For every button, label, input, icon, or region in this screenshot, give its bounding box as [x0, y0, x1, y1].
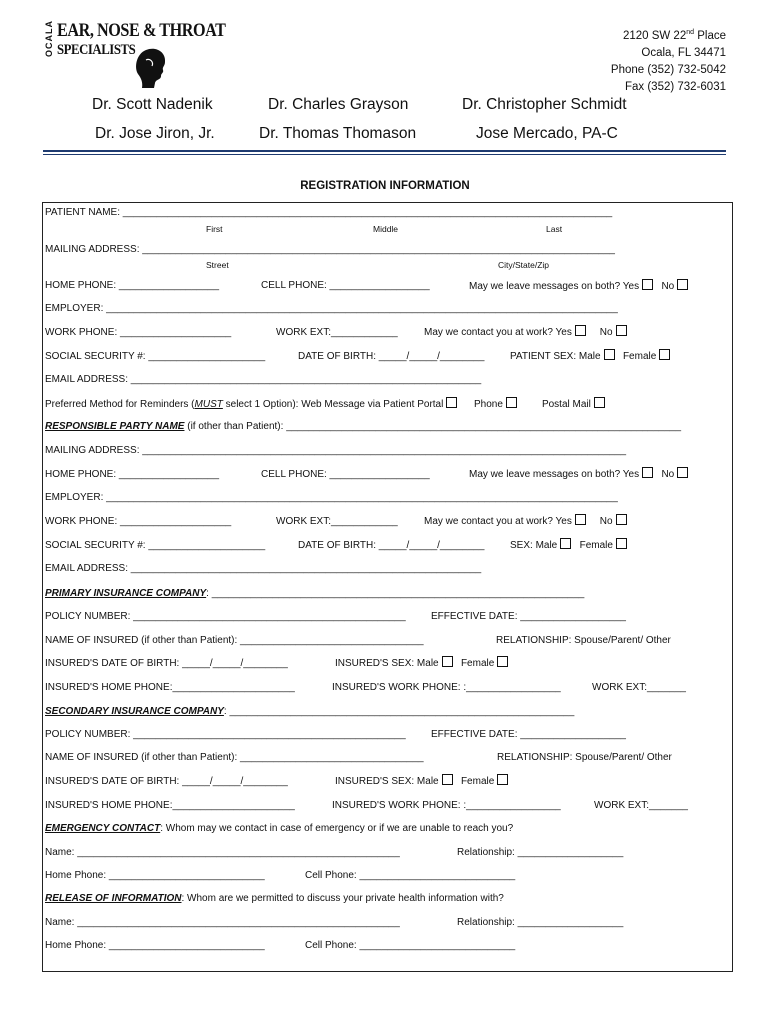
cell-phone-field[interactable]: CELL PHONE: __________________: [261, 469, 430, 480]
release-info-heading: [45, 893, 504, 904]
mailing-address-field[interactable]: MAILING ADDRESS: _______________________________________________________________________________________: [45, 445, 627, 456]
male-checkbox[interactable]: [442, 656, 453, 667]
no-label: No: [599, 327, 613, 338]
emergency-cell-phone-field[interactable]: Cell Phone: ____________________________: [305, 870, 516, 881]
dob-field[interactable]: DATE OF BIRTH: _____/_____/________: [298, 351, 485, 362]
male-label: INSURED'S SEX: Male: [335, 658, 439, 669]
leave-messages-question: [469, 279, 688, 292]
head-silhouette-icon: [132, 46, 172, 90]
policy-number-field[interactable]: POLICY NUMBER: _________________________________________________: [45, 611, 406, 622]
ssn-field[interactable]: SOCIAL SECURITY #: _____________________: [45, 540, 266, 551]
ssn-field[interactable]: SOCIAL SECURITY #: _____________________: [45, 351, 266, 362]
doctor-name: Dr. Scott Nadenik: [92, 96, 213, 113]
female-label: Female: [460, 776, 495, 787]
employer-field[interactable]: EMPLOYER: ____________________________________________________________________________________________: [45, 303, 618, 314]
insured-sex-question: [335, 656, 508, 669]
practice-address: [611, 24, 726, 96]
secondary-insurance-field[interactable]: [45, 706, 574, 717]
address-street: 2120 SW 22: [622, 29, 687, 42]
yes-checkbox[interactable]: [575, 514, 586, 525]
field-sub-label: City/State/Zip: [498, 260, 550, 270]
leave-messages-label: May we leave messages on both? Yes: [469, 469, 640, 480]
field-sub-label: First: [206, 224, 223, 234]
primary-line: : ___________________________________________________________________: [206, 588, 585, 599]
no-checkbox[interactable]: [677, 467, 688, 478]
relationship-label: RELATIONSHIP: Spouse/Parent/ Other: [496, 635, 671, 646]
header-divider-thin: [43, 154, 726, 155]
emergency-name-field[interactable]: Name: __________________________________________________________: [45, 847, 400, 858]
insured-home-phone-field[interactable]: INSURED'S HOME PHONE:______________________: [45, 682, 295, 693]
no-label: No: [661, 469, 675, 480]
header-divider: [43, 150, 726, 152]
doctor-name: Dr. Thomas Thomason: [259, 125, 417, 142]
address-city: Ocala, FL 34471: [641, 46, 726, 59]
patient-name-field[interactable]: PATIENT NAME: ________________________________________________________________________________________: [45, 207, 613, 218]
section-heading: RESPONSIBLE PARTY NAME: [45, 421, 185, 432]
responsible-party-field[interactable]: [45, 421, 681, 432]
emergency-home-phone-field[interactable]: Home Phone: ____________________________: [45, 870, 265, 881]
primary-insurance-field[interactable]: [45, 588, 584, 599]
field-sub-label: Middle: [373, 224, 399, 234]
male-label: INSURED'S SEX: Male: [335, 776, 439, 787]
dob-field[interactable]: DATE OF BIRTH: _____/_____/________: [298, 540, 485, 551]
address-place: Place: [694, 29, 726, 42]
email-field[interactable]: EMAIL ADDRESS: _______________________________________________________________: [45, 374, 482, 385]
female-label: Female: [622, 351, 657, 362]
address-suffix: nd: [686, 29, 695, 36]
doctor-name: Dr. Charles Grayson: [268, 96, 409, 113]
employer-field[interactable]: EMPLOYER: ____________________________________________________________________________________________: [45, 492, 618, 503]
female-checkbox[interactable]: [497, 656, 508, 667]
patient-sex-question: [510, 349, 670, 362]
responsible-line: (if other than Patient): _______________________________________________________________________: [184, 421, 682, 432]
insured-work-phone-field[interactable]: INSURED'S WORK PHONE: :_________________: [332, 800, 561, 811]
female-checkbox[interactable]: [659, 349, 670, 360]
insured-sex-question: [335, 774, 508, 787]
work-phone-field[interactable]: WORK PHONE: ____________________: [45, 327, 232, 338]
home-phone-field[interactable]: HOME PHONE: __________________: [45, 280, 220, 291]
yes-checkbox[interactable]: [575, 325, 586, 336]
male-checkbox[interactable]: [604, 349, 615, 360]
section-heading: RELEASE OF INFORMATION: [45, 893, 182, 904]
contact-work-label: May we contact you at work? Yes: [424, 516, 572, 527]
male-checkbox[interactable]: [560, 538, 571, 549]
release-relationship-field[interactable]: Relationship: ___________________: [457, 917, 624, 928]
field-sub-label: Street: [206, 260, 229, 270]
policy-number-field[interactable]: POLICY NUMBER: _________________________________________________: [45, 729, 406, 740]
insured-work-phone-field[interactable]: INSURED'S WORK PHONE: :_________________: [332, 682, 561, 693]
doctor-name: Dr. Jose Jiron, Jr.: [95, 125, 215, 142]
female-checkbox[interactable]: [616, 538, 627, 549]
work-ext-field[interactable]: WORK EXT:____________: [276, 516, 398, 527]
work-ext-field[interactable]: WORK EXT:____________: [276, 327, 398, 338]
yes-checkbox[interactable]: [642, 467, 653, 478]
doctor-name: Dr. Christopher Schmidt: [462, 96, 627, 113]
release-home-phone-field[interactable]: Home Phone: ____________________________: [45, 940, 265, 951]
doctor-name: Jose Mercado, PA-C: [476, 125, 618, 142]
leave-messages-question: [469, 467, 688, 480]
cell-phone-field[interactable]: CELL PHONE: __________________: [261, 280, 430, 291]
work-ext-field[interactable]: WORK EXT:_______: [594, 800, 688, 811]
name-of-insured-field[interactable]: NAME OF INSURED (if other than Patient): _________________________________: [45, 752, 424, 763]
phone-label: Phone: [474, 399, 503, 410]
email-field[interactable]: EMAIL ADDRESS: _______________________________________________________________: [45, 563, 482, 574]
mail-label: Postal Mail: [541, 399, 591, 410]
effective-date-field[interactable]: EFFECTIVE DATE: ___________________: [431, 729, 626, 740]
female-checkbox[interactable]: [497, 774, 508, 785]
male-checkbox[interactable]: [442, 774, 453, 785]
male-label: SEX: Male: [510, 540, 558, 551]
work-phone-field[interactable]: WORK PHONE: ____________________: [45, 516, 232, 527]
mail-checkbox[interactable]: [594, 397, 605, 408]
practice-logo: [44, 18, 226, 88]
mailing-address-field[interactable]: MAILING ADDRESS: _____________________________________________________________________________________: [45, 244, 615, 255]
no-label: No: [599, 516, 613, 527]
emergency-line: : Whom may we contact in case of emergency or if we are unable to reach you?: [160, 823, 514, 834]
yes-checkbox[interactable]: [642, 279, 653, 290]
no-checkbox[interactable]: [616, 514, 627, 525]
release-line: : Whom are we permitted to discuss your private health information with?: [181, 893, 504, 904]
male-label: PATIENT SEX: Male: [510, 351, 601, 362]
section-heading: SECONDARY INSURANCE COMPANY: [45, 706, 224, 717]
pref-label-post: select 1 Option): Web Message via Patient Portal: [222, 399, 444, 410]
leave-messages-label: May we leave messages on both? Yes: [469, 281, 640, 292]
address-fax: Fax (352) 732-6031: [624, 80, 726, 93]
contact-at-work-question: [424, 514, 627, 527]
work-ext-field[interactable]: WORK EXT:_______: [592, 682, 686, 693]
phone-checkbox[interactable]: [506, 397, 517, 408]
secondary-line: : ______________________________________________________________: [223, 706, 575, 717]
insured-home-phone-field[interactable]: INSURED'S HOME PHONE:______________________: [45, 800, 295, 811]
portal-checkbox[interactable]: [446, 397, 457, 408]
emergency-relationship-field[interactable]: Relationship: ___________________: [457, 847, 624, 858]
section-heading: EMERGENCY CONTACT: [45, 823, 161, 834]
section-heading: PRIMARY INSURANCE COMPANY: [45, 588, 207, 599]
no-checkbox[interactable]: [677, 279, 688, 290]
release-name-field[interactable]: Name: __________________________________________________________: [45, 917, 400, 928]
home-phone-field[interactable]: HOME PHONE: __________________: [45, 469, 220, 480]
effective-date-field[interactable]: EFFECTIVE DATE: ___________________: [431, 611, 626, 622]
emergency-contact-heading: [45, 823, 513, 834]
reminder-preference: [45, 397, 605, 410]
female-label: Female: [460, 658, 495, 669]
address-phone: Phone (352) 732-5042: [610, 63, 726, 76]
pref-label: Preferred Method for Reminders (: [45, 399, 195, 410]
insured-dob-field[interactable]: INSURED'S DATE OF BIRTH: _____/_____/________: [45, 658, 288, 669]
field-sub-label: Last: [546, 224, 563, 234]
logo-side-text: OCALA: [44, 20, 54, 57]
pref-must: MUST: [194, 399, 223, 410]
no-checkbox[interactable]: [616, 325, 627, 336]
form-title: REGISTRATION INFORMATION: [300, 180, 470, 192]
contact-work-label: May we contact you at work? Yes: [424, 327, 572, 338]
logo-line1: EAR, NOSE & THROAT: [57, 20, 226, 41]
relationship-label: RELATIONSHIP: Spouse/Parent/ Other: [497, 752, 672, 763]
no-label: No: [661, 281, 675, 292]
insured-dob-field[interactable]: INSURED'S DATE OF BIRTH: _____/_____/________: [45, 776, 288, 787]
sex-question: [510, 538, 627, 551]
name-of-insured-field[interactable]: NAME OF INSURED (if other than Patient): _________________________________: [45, 635, 424, 646]
female-label: Female: [579, 540, 613, 551]
contact-at-work-question: [424, 325, 627, 338]
logo-line2: SPECIALISTS: [57, 42, 136, 58]
release-cell-phone-field[interactable]: Cell Phone: ____________________________: [305, 940, 516, 951]
